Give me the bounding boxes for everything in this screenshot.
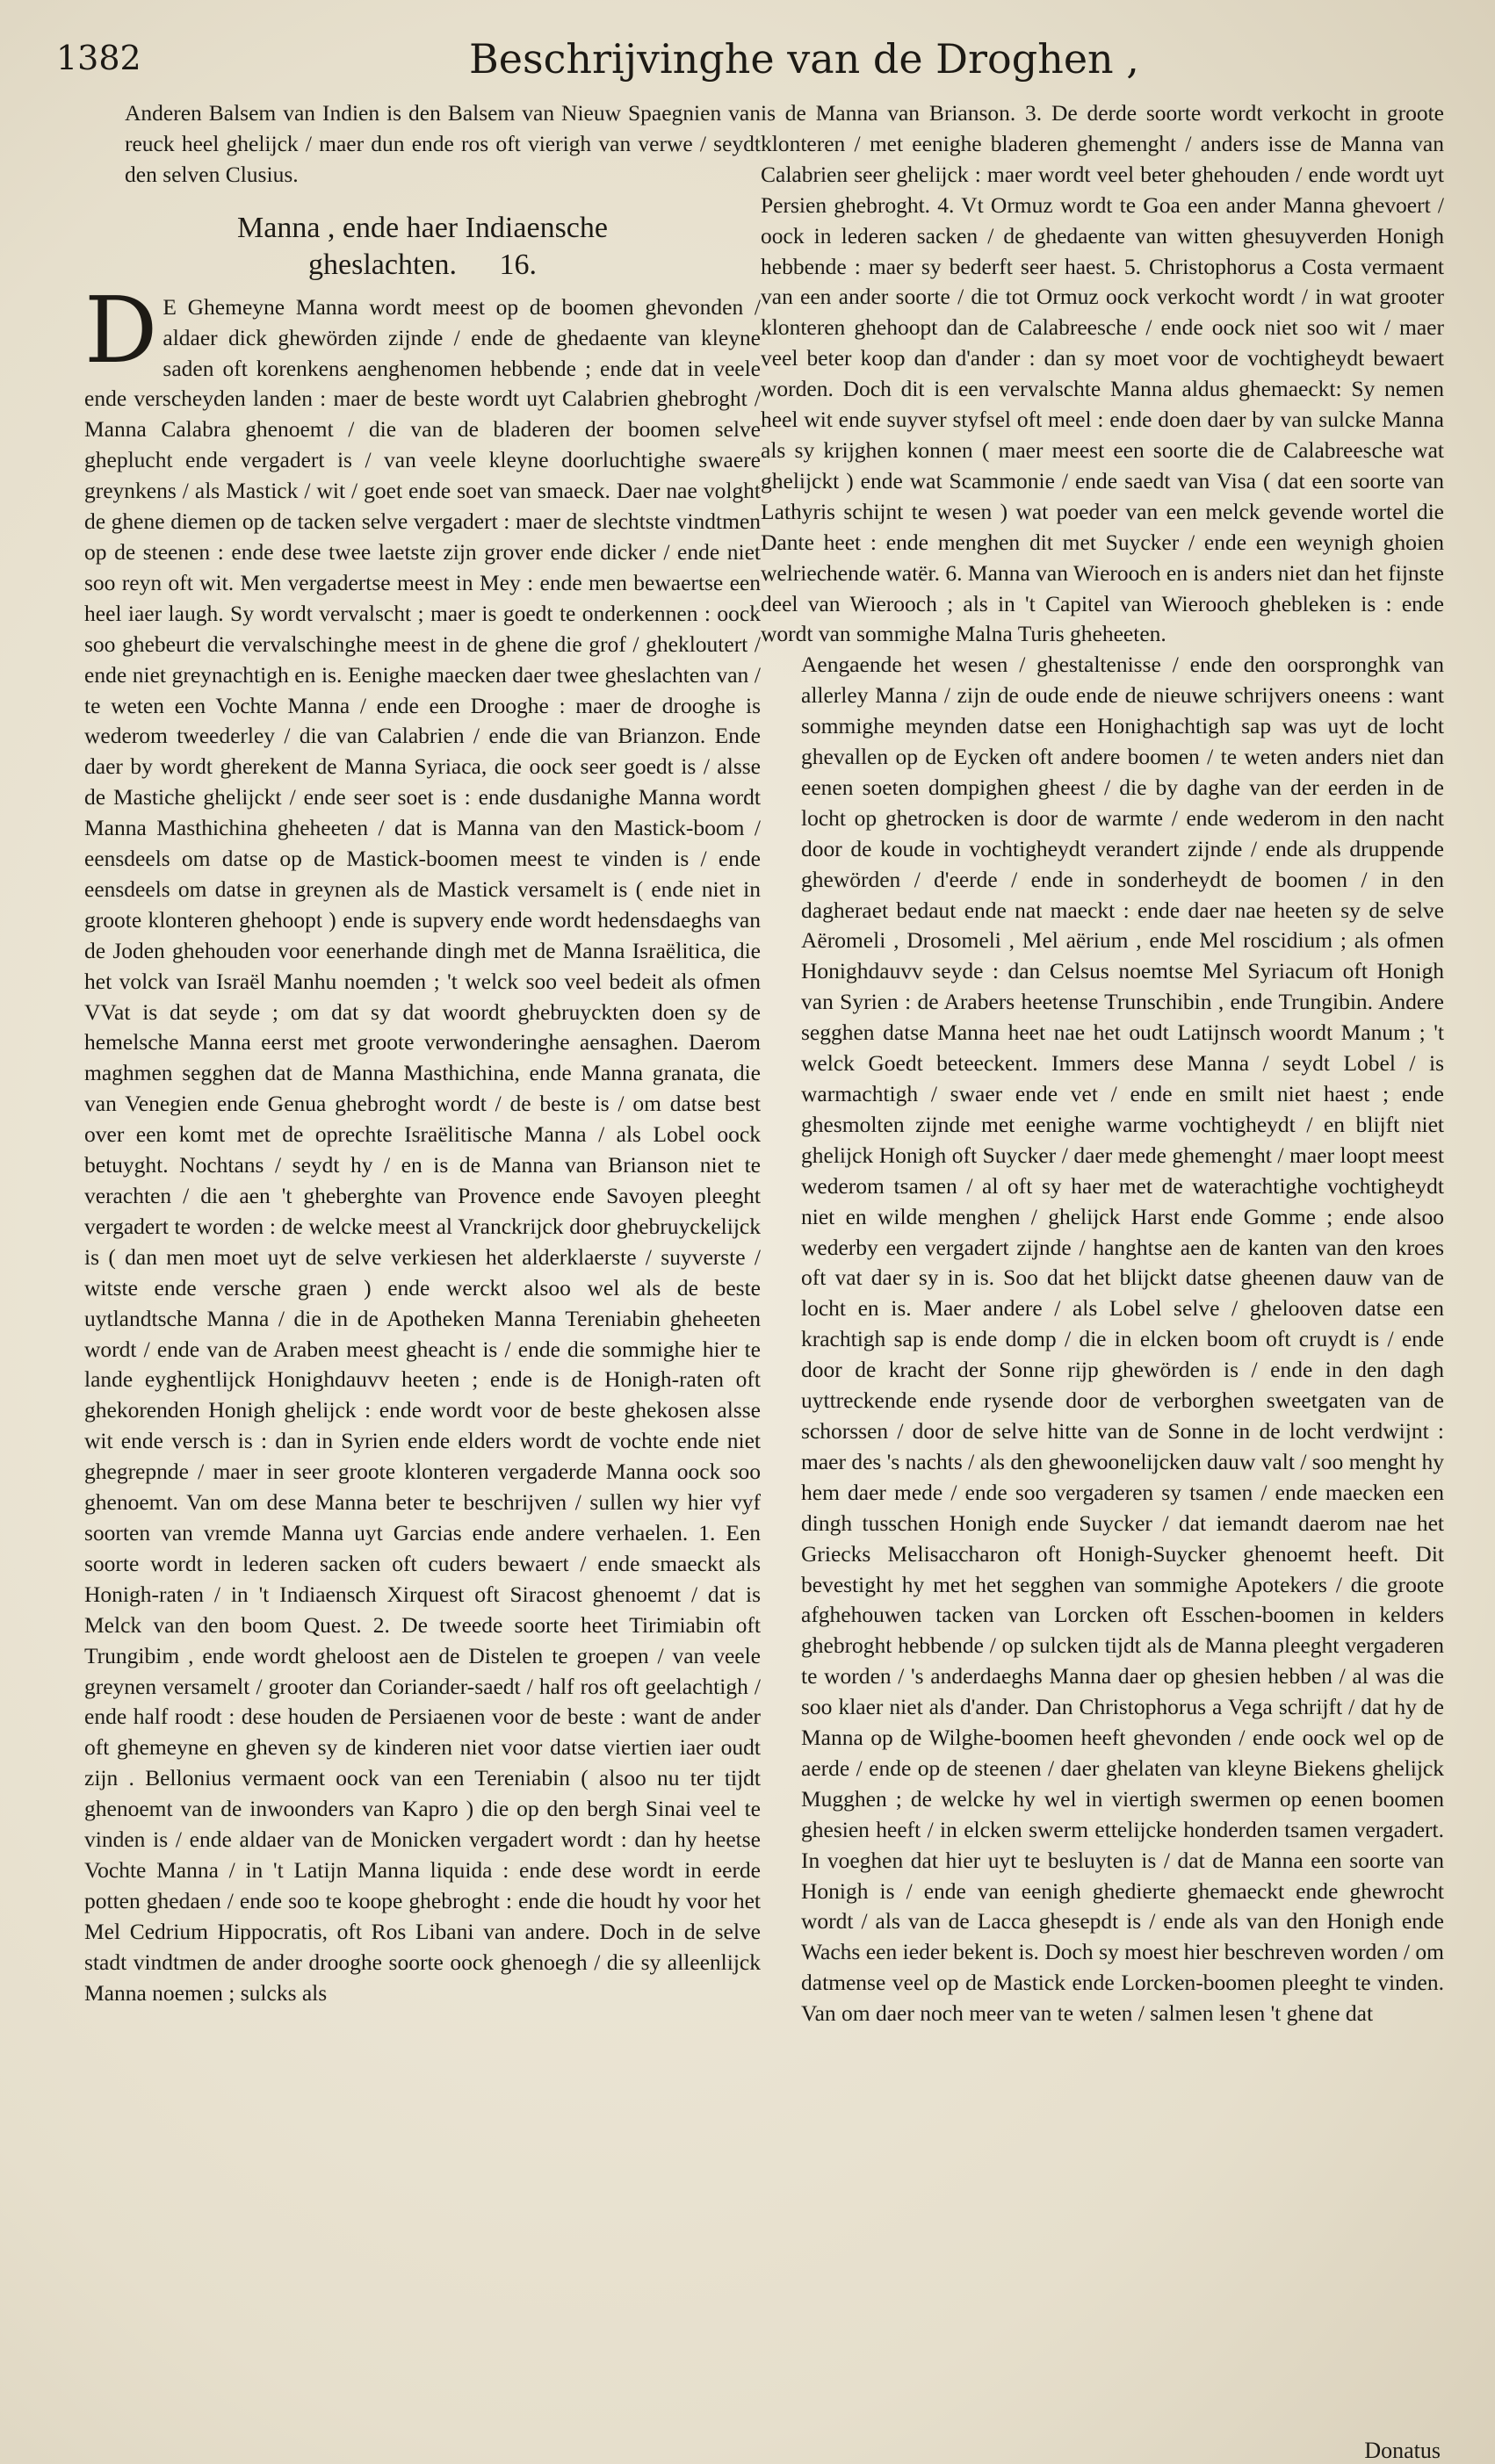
page-header [56,35,1444,97]
catchword: Donatus [1364,2438,1441,2463]
section-heading-line1: Manna , ende haer Indiaensche [237,211,608,244]
page-number: 1382 [56,39,141,77]
section-heading-line2-wrap [84,247,761,284]
right-column [761,98,1444,2439]
section-number: 16. [499,248,537,281]
running-title: Beschrijvinghe van de Droghen , [469,35,1139,83]
drop-cap-letter: D [84,276,158,384]
section-heading [84,210,761,284]
main-text: E Ghemeyne Manna wordt meest op de boomen ghevonden / aldaer dick ghewörden zijnde / ende de ghedaente van kleyne saden oft korenkens aenghenomen hebbende ; ende dat in veele ende verscheyden landen : maer de beste wordt uyt Calabrien ghebroght / Manna Calabra ghenoemt / die van de bladeren der boomen selve gheplucht ende vergadert is / van veele kleyne doorluchtighe swaere greynkens / als Mastick / wit / goet ende soet van smaeck. Daer nae volght de ghene diemen op de tacken selve vergadert : maer de slechtste vindtmen op de steenen : ende dese twee laetste zijn grover ende dicker / ende niet soo reyn oft wit. Men vergadertse meest in Mey : ende men bewaertse een heel iaer laugh. Sy wordt vervalscht ; maer is goedt te onderkennen : oock soo ghebeurt die vervalschinghe meest in de ghene die grof / ghekloutert / ende niet greynachtigh en is. Eenighe maecken daer twee gheslachten van / te weten een Vochte Manna / ende een Drooghe : maer de drooghe is wederom tweederley / die van Calabrien / ende die van Brianzon. Ende daer by wordt gherekent de Manna Syriaca, die oock seer goedt is / alsse de Mastiche ghelijckt / ende seer soet is : ende dusdanighe Manna wordt Manna Masthichina gheheeten / dat is Manna van den Mastick-boom / eensdeels om datse op de Mastick-boomen meest te vinden is / ende eensdeels om datse in greynen als de Mastick versamelt is ( ende niet in groote klonteren ghehoopt ) ende is supvery ende wordt hedensdaeghs van de Joden ghehouden voor eenerhande dingh met de Manna Israëlitica, die het volck van Israël Manhu noemden ; 't welck soo veel bedeit als ofmen VVat is dat seyde ; om dat sy dat woordt ghebruyckten doen sy de hemelsche Manna eerst met groote verwonderinghe aensaghen. Daerom maghmen segghen dat de Manna Masthichina, ende Manna granata, die van Venegien ende Genua ghebroght wordt / de beste is / om datse best over een komt met de oprechte Israëlitische Manna / als Lobel oock betuyght. Nochtans / seydt hy / en is de Manna van Brianson niet te verachten / die aen 't gheberghte van Provence ende Savoyen pleeght vergadert te worden : de welcke meest al Vranckrijck door ghebruyckelijck is ( dan men moet uyt de selve verkiesen het alderklaerste / suyverste / witste ende versche graen ) ende werckt alsoo wel als de beste uytlandtsche Manna / die in de Apotheken Manna Tereniabin gheheeten wordt / ende van de Araben meest gheacht is / ende die sommighe hier te lande eyghentlijck Honighdauvv heeten ; ende is de Honigh-raten oft ghekorenden Honigh ghelijck : ende wordt voor de beste ghekosen alsse wit ende versch is : dan in Syrien ende elders wordt de vochte ende niet ghegrepnde / maer in seer groote klonteren vergaderde Manna oock soo ghenoemt. Van om dese Manna beter te beschrijven / sullen wy hier vyf soorten van vremde Manna uyt Garcias ende andere verhaelen. 1. Een soorte wordt in lederen sacken oft cuders bewaert / ende smaeckt als Honigh-raten / in 't Indiaensch Xirquest oft Siracost ghenoemt / dat is Melck van den boom Quest. 2. De tweede soorte heet Tirimiabin oft Trungibim , ende wordt gheloost aen de Distelen te groepen / van veele greynen versamelt / grooter dan Coriander-saedt / half ros oft geelachtigh / ende half roodt : dese houden de Persiaenen voor de beste : want de ander oft ghemeyne en gheven sy de kinderen niet voor datse viertien iaer oudt zijn . Bellonius vermaent oock van een Tereniabin ( alsoo nu ter tijdt ghenoemt van de inwoonders van Kapro ) die op den bergh Sinai veel te vinden is / ende aldaer van de Monicken vergadert wordt : dan hy heetse Vochte Manna / in 't Latijn Manna liquida : ende dese wordt in eerde potten ghedaen / ende soo te koope ghebroght : ende die houdt hy voor het Mel Cedrium Hippocratis, oft Ros Libani van andere. Doch in de selve stadt vindtmen de ander drooghe soorte oock ghenoegh / die sy alleenlijck Manna noemen ; sulcks als [84,293,761,2006]
section-heading-line2: gheslachten. [308,248,457,281]
left-column [84,98,761,2439]
right-text-part1: is de Manna van Brianson. 3. De derde soorte wordt verkocht in groote klonteren / met eenighe bladeren ghemenght / anders isse de Manna van Calabrien seer ghelijck : maer wordt veel beter ghehouden / ende wordt uyt Persien ghebroght. 4. Vt Ormuz wordt te Goa een ander Manna ghevoert / oock in lederen sacken / de ghedaente van witten ghesuyverden Honigh hebbende : maer sy bederft seer haest. 5. Christophorus a Costa vermaent van een ander soorte / die tot Ormuz oock verkocht wordt / in wat grooter klonteren ghehoopt dan de Calabreesche / ende oock niet soo wit / maer veel beter koop dan d'ander : dan sy moet voor de vochtigheydt bewaert worden. Doch dit is een vervalschte Manna aldus ghemaeckt: Sy nemen heel wit ende suyver styfsel oft meel : ende doen daer by van sulcke Manna als sy krijghen konnen ( maer meest een soorte die de Calabreesche wat ghelijckt ) ende wat Scammonie / ende saedt van Visa ( dat een soorte van Lathyris schijnt te wesen ) wat poeder van een melck gevende wortel die Dante heet : ende menghen dit met Suycker / ende een weynigh ghoien welriechende watër. 6. Manna van Wierooch en is anders niet dan het fijnste deel van Wierooch ; als in 't Capitel van Wierooch ghebleken is : ende wordt van sommighe Malna Turis gheheeten. [761,100,1444,647]
main-paragraph [84,276,761,2009]
top-paragraph: Anderen Balsem van Indien is den Balsem van Nieuw Spaegnien van reuck heel ghelijck / maer dun ende ros oft vierigh van verwe / seydt den selven Clusius. [125,100,761,187]
right-text-part2: Aengaende het wesen / ghestaltenisse / ende den oorspronghk van allerley Manna / zijn de oude ende de nieuwe schrijvers oneens : want sommighe meynden datse een Honighachtigh sap was uyt de locht ghevallen op de Eycken oft andere boomen / te weten anders niet dan eenen soeten dompighen gheest / die by daghe van der eerden in de locht op ghetrocken is door de warmte / ende wederom in den nacht door de koude in vochtigheydt verandert zijnde / ende als druppende ghewörden / d'eerde / ende in sonderheydt de boomen / in den dagheraet bedaut ende nat maeckt : ende daer nae heeten sy de selve Aëromeli , Drosomeli , Mel aërium , ende Mel roscidium ; als ofmen Honighdauvv seyde : dan Celsus noemtse Mel Syriacum oft Honigh van Syrien : de Arabers heetense Trunschibin , ende Trungibin. Andere segghen datse Manna heet nae het oudt Latijnsch woordt Manum ; 't welck Goedt beteeckent. Immers dese Manna / seydt Lobel / is warmachtigh / swaer ende vet / ende en smilt niet haest ; ende ghesmolten zijnde met eenighe warme vochtigheydt / en blijft niet ghelijck Honigh oft Suycker / daer mede ghemenght / maer loopt meest wederom tsamen / al oft sy haer met de waterachtighe vochtigheydt niet en wilde menghen / ghelijck Harst ende Gomme ; ende alsoo wederby een vergadert zijnde / hanghtse aen de kanten van den kroes oft vat daer sy in is. Soo dat het blijckt datse gheenen dauw van de locht en is. Maer andere / als Lobel selve / ghelooven datse een krachtigh sap is ende domp / die in elcken boom oft cruydt is / ende door de kracht der Sonne rijp ghewörden is / ende in den dagh uyttreckende ende rysende door de verborghen sweetgaten van de schorssen / door de selve hitte van de Sonne in de locht verdwijnt : maer des 's nachts / als den ghewoonelijcken dauw valt / soo menght hy hem daer mede / ende soo vergaderen sy tsamen / ende maecken een dingh tusschen Honigh ende Suycker / dat iemandt daerom nae het Griecks Melisaccharon oft Honigh-Suycker ghenoemt heeft. Dit bevestight hy met het segghen van sommighe Apotekers / die groote afghehouwen tacken van Lorcken oft Esschen-boomen in kelders ghebroght hebbende / op sulcken tijdt als de Manna pleeght vergaderen te worden / 's anderdaeghs Manna daer op ghesien hebben / al was die soo klaer niet als d'ander. Dan Christophorus a Vega schrijft / dat hy de Manna op de Wilghe-boomen heeft ghevonden / ende oock wel op de aerde / ende op de steenen / daer ghelaten van kleyne Biekens ghelijck Mugghen ; de welcke hy wel in viertigh swermen op eenen boomen ghesien heeft / in elcken swerm ettelijcke honderden tsamen vergadert. In voeghen dat hier uyt te besluyten is / dat de Manna een soorte van Honigh is / ende van eenigh ghedierte ghemaeckt ende ghewrocht wordt / als van de Lacca ghesepdt is / ende als van den Honigh ende Wachs een ieder bekent is. Doch sy moest hier beschreven worden / om datmense veel op de Mastick ende Lorcken-boomen pleeght te vinden. Van om daer noch meer van te weten / salmen lesen 't ghene dat [801,652,1444,2027]
